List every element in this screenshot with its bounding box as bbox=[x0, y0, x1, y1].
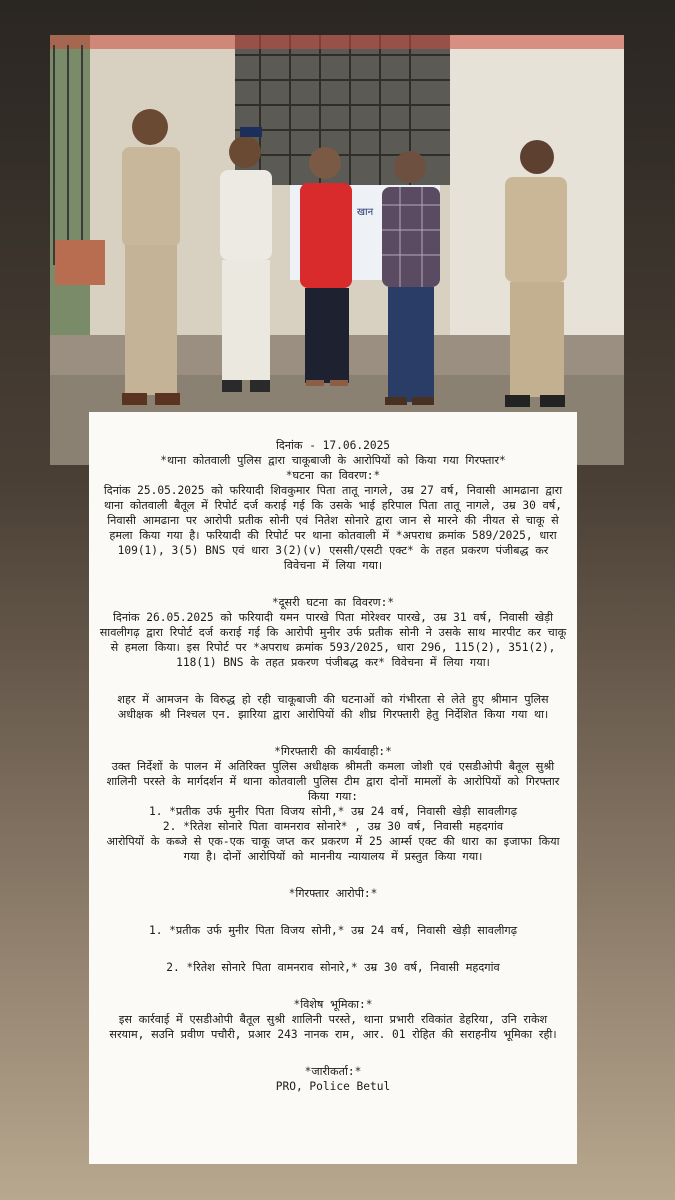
role-heading: *विशेष भूमिका:* bbox=[293, 998, 373, 1011]
accused-figure bbox=[382, 151, 440, 405]
arrested-item: 1. *प्रतीक उर्फ मुनीर पिता विजय सोनी,* उम्र 24 वर्ष, निवासी खेड़ी सावलीगढ़ bbox=[148, 924, 518, 937]
press-release bbox=[89, 412, 577, 1164]
issuer-name: PRO, Police Betul bbox=[275, 1080, 391, 1093]
incident1-heading: *घटना का विवरण:* bbox=[285, 469, 381, 482]
arrest-photo bbox=[50, 35, 624, 465]
release-headline: *थाना कोतवाली पुलिस द्वारा चाकूबाजी के आरोपियों को किया गया गिरफ्तार* bbox=[160, 454, 506, 467]
action-heading: *गिरफ्तारी की कार्यवाही:* bbox=[274, 745, 392, 758]
arrest-photo-illustration bbox=[50, 35, 624, 465]
arrested-heading: *गिरफ्तार आरोपी:* bbox=[288, 887, 378, 900]
arrested-item: 2. *रितेश सोनारे पिता वामनराव सोनारे,* उम्र 30 वर्ष, निवासी महदगांव bbox=[166, 961, 500, 974]
action-item: 2. *रितेश सोनारे पिता वामनराव सोनारे* , उम्र 30 वर्ष, निवासी महदगांव bbox=[162, 820, 504, 833]
issuer-heading: *जारीकर्ता:* bbox=[304, 1065, 362, 1078]
officer-figure bbox=[505, 140, 567, 407]
incident2-text: दिनांक 26.05.2025 को फरियादी यमन पारखे पिता मोरेश्वर पारखे, उम्र 31 वर्ष, निवासी खेड़ी सावलीगढ़ द्वारा रिपोर्ट दर्ज कराई गई कि आरोपी मुनीर उर्फ प्रतीक सोनी ने उसके साथ मारपीट कर चाकू से हमला किया। इस रिपोर्ट पर *अपराध क्रमांक 593/2025, धारा 296, 115(2), 351(2), 118(1) BNS के तहत प्रकरण पंजीबद्ध कर* विवेचना में लिया गया। bbox=[99, 611, 567, 669]
sign-text: खान bbox=[356, 207, 374, 218]
release-date: दिनांक - 17.06.2025 bbox=[275, 439, 391, 452]
action-item: 1. *प्रतीक उर्फ मुनीर पिता विजय सोनी,* उम्र 24 वर्ष, निवासी खेड़ी सावलीगढ़ bbox=[148, 805, 518, 818]
context-text: शहर में आमजन के विरुद्ध हो रही चाकूबाजी की घटनाओं को गंभीरता से लेते हुए श्रीमान पुलिस अधीक्षक श्री निश्चल एन. झारिया द्वारा आरोपियों की शीघ्र गिरफ्तारी हेतु निर्देशित किया गया था। bbox=[117, 693, 549, 721]
officer-figure bbox=[122, 109, 180, 405]
action-text: उक्त निर्देशों के पालन में अतिरिक्त पुलिस अधीक्षक श्रीमती कमला जोशी एवं एसडीओपी बैतूल सुश्री शालिनी परस्ते के मार्गदर्शन में थाना कोतवाली पुलिस टीम द्वारा दोनों मामलों के आरोपियों को गिरफ्तार किया गया: bbox=[106, 760, 560, 803]
action-extra: आरोपियों के कब्जे से एक-एक चाकू जप्त कर प्रकरण में 25 आर्म्स एक्ट की धारा का इजाफा किया गया है। दोनों आरोपियों को माननीय न्यायालय में प्रस्तुत किया गया। bbox=[106, 835, 560, 863]
incident1-text: दिनांक 25.05.2025 को फरियादी शिवकुमार पिता तातू नागले, उम्र 27 वर्ष, निवासी आमढाना द्वारा थाना कोतवाली बैतूल में रिपोर्ट दर्ज कराई गई कि उसके भाई हरिपाल पिता तातू नागले, उम्र 30 वर्ष, निवासी आमढाना पर आरोपी प्रतीक सोनी एवं नितेश सोनारे द्वारा जान से मारने की नीयत से चाकू से हमला किया गया है। फरियादी की रिपोर्ट पर थाना कोतवाली में *अपराध क्रमांक 589/2025, धारा 109(1), 3(5) BNS एवं धारा 3(2)(v) एससी/एसटी एक्ट* के तहत प्रकरण पंजीबद्ध कर विवेचना में लिया गया। bbox=[103, 484, 563, 572]
role-text: इस कार्रवाई में एसडीओपी बैतूल सुश्री शालिनी परस्ते, थाना प्रभारी रविकांत डेहरिया, उनि राकेश सरयाम, सउनि प्रवीण पचौरी, प्रआर 243 नानक राम, आर. 01 रोहित की सराहनीय भूमिका रही। bbox=[109, 1013, 557, 1041]
incident2-heading: *दूसरी घटना का विवरण:* bbox=[271, 596, 395, 609]
